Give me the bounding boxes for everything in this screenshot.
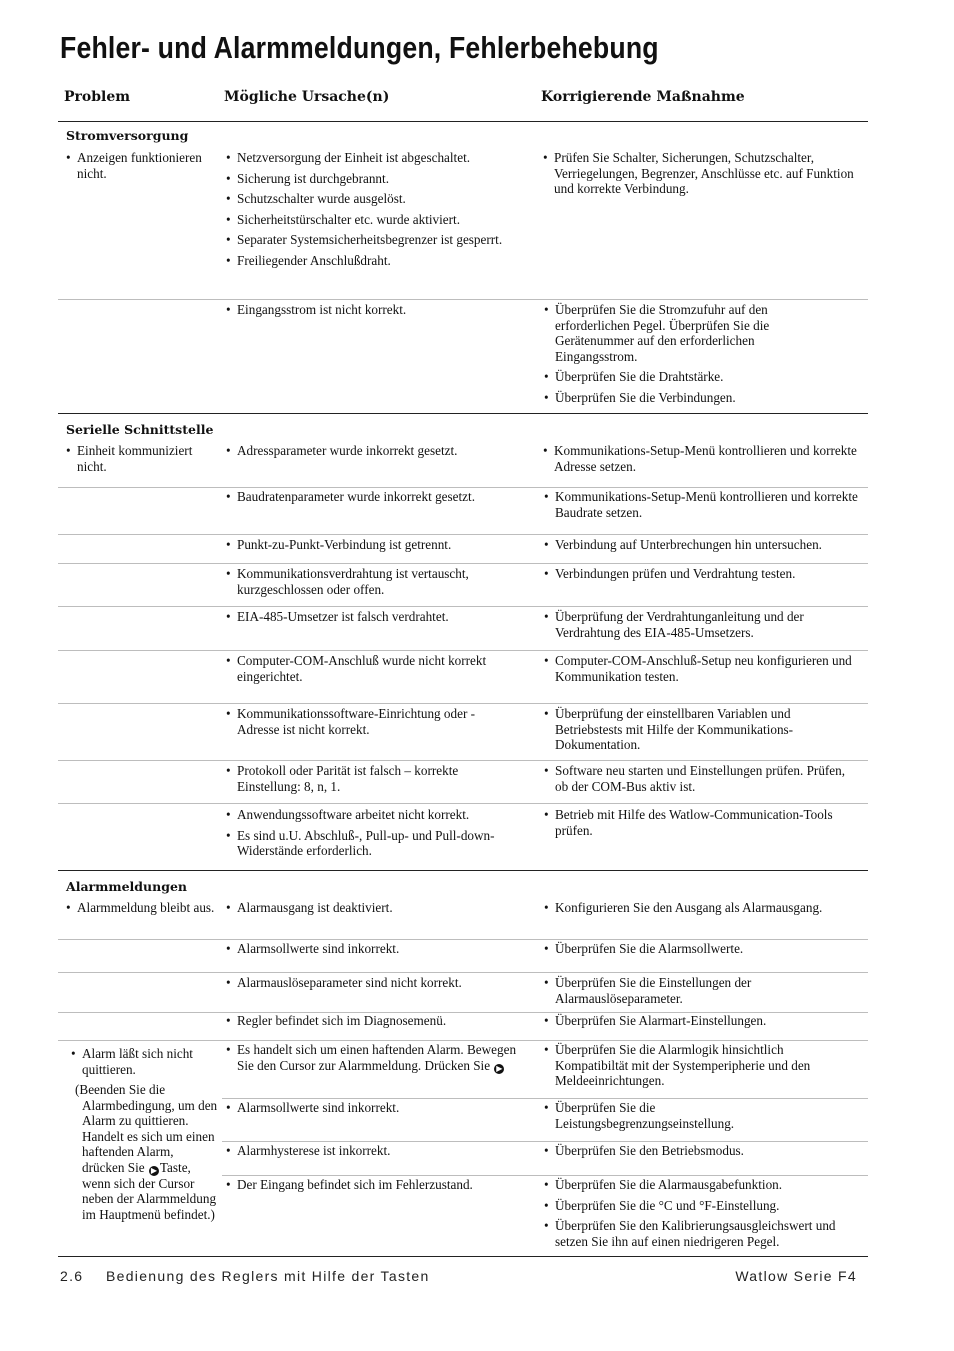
- action-item: • Kommunikations-Setup-Menü kontrollieren und korrekte Baudrate setzen.: [544, 489, 859, 520]
- row-divider: [58, 703, 868, 704]
- row-divider: [58, 650, 868, 651]
- section-title-power: Stromversorgung: [66, 128, 189, 143]
- action-item: • Verbindungen prüfen und Verdrahtung testen.: [544, 566, 859, 582]
- cause-cell: [226, 537, 526, 558]
- cause-item: • Kommunikationssoftware-Einrichtung oder -Adresse ist nicht korrekt.: [226, 706, 516, 737]
- footer-page-number: 2.6: [60, 1268, 84, 1284]
- cause-cell: [226, 975, 526, 996]
- problem-cell: [66, 150, 221, 186]
- row-divider: [58, 1040, 868, 1041]
- action-cell: [544, 900, 869, 921]
- row-divider: [58, 487, 868, 488]
- cause-item: • Baudratenparameter wurde inkorrekt gesetzt.: [226, 489, 526, 505]
- action-item: • Prüfen Sie Schalter, Sicherungen, Schutzschalter, Verriegelungen, Begrenzer, Anschlüsse etc. auf Funktion und korrekte Verbindung.: [543, 150, 863, 197]
- cause-cell: [226, 302, 526, 323]
- column-header-action: Korrigierende Maßnahme: [541, 89, 745, 105]
- action-item: • Konfigurieren Sie den Ausgang als Alarmausgang.: [544, 900, 869, 916]
- cause-item: • Netzversorgung der Einheit ist abgeschaltet.: [226, 150, 526, 166]
- header-rule: [58, 121, 868, 122]
- cause-item: • Punkt-zu-Punkt-Verbindung ist getrennt.: [226, 537, 526, 553]
- action-item: • Betrieb mit Hilfe des Watlow-Communication-Tools prüfen.: [544, 807, 869, 838]
- cause-item: • Regler befindet sich im Diagnosemenü.: [226, 1013, 526, 1029]
- footer-product: Watlow Serie F4: [735, 1268, 857, 1284]
- cause-cell: [226, 1100, 526, 1121]
- cause-cell: [226, 1177, 526, 1198]
- section-title-alarms: Alarmmeldungen: [66, 879, 187, 894]
- action-cell: [544, 807, 869, 843]
- cause-cell: [226, 150, 526, 273]
- action-cell: [544, 302, 834, 410]
- cause-item: • Computer-COM-Anschluß wurde nicht korrekt eingerichtet.: [226, 653, 526, 684]
- cause-item: • Sicherheitstürschalter etc. wurde aktiviert.: [226, 212, 526, 228]
- cause-cell: [226, 443, 526, 464]
- problem-note: (Beenden Sie die Alarmbedingung, um den Alarm zu quittieren. Handelt es sich um einen haftenden Alarm, drücken Sie ▶ Taste, wenn sich der Cursor neben der Alarmmeldung im Hauptmenü befindet.): [75, 1082, 218, 1222]
- action-cell: [544, 1042, 854, 1094]
- row-divider: [58, 939, 868, 940]
- action-cell: [544, 489, 859, 525]
- cause-item: • Eingangsstrom ist nicht korrekt.: [226, 302, 526, 318]
- problem-item: • Anzeigen funktionieren nicht.: [66, 150, 221, 181]
- action-item: • Verbindung auf Unterbrechungen hin untersuchen.: [544, 537, 869, 553]
- row-divider: [222, 1098, 868, 1099]
- cause-item: • Anwendungssoftware arbeitet nicht korrekt.: [226, 807, 531, 823]
- row-divider: [58, 563, 868, 564]
- cause-item: • Der Eingang befindet sich im Fehlerzustand.: [226, 1177, 526, 1193]
- cause-item: • EIA-485-Umsetzer ist falsch verdrahtet.: [226, 609, 526, 625]
- action-cell: [544, 566, 859, 587]
- row-divider: [58, 534, 868, 535]
- cause-cell: [226, 609, 526, 630]
- action-cell: [544, 941, 859, 962]
- section-rule: [58, 413, 868, 414]
- cause-item: • Alarmauslöseparameter sind nicht korrekt.: [226, 975, 526, 991]
- cause-item: • Adressparameter wurde inkorrekt gesetzt.: [226, 443, 526, 459]
- cause-cell: [226, 566, 526, 602]
- action-cell: [544, 609, 859, 645]
- cause-cell: [226, 807, 531, 864]
- cause-item: • Es sind u.U. Abschluß-, Pull-up- und Pull-down-Widerstände erforderlich.: [226, 828, 531, 859]
- action-item: • Überprüfung der einstellbaren Variablen und Betriebstests mit Hilfe der Kommunikations-Dokumentation.: [544, 706, 844, 753]
- row-divider: [58, 760, 868, 761]
- cause-item: • Kommunikationsverdrahtung ist vertauscht, kurzgeschlossen oder offen.: [226, 566, 526, 597]
- page-title: Fehler- und Alarmmeldungen, Fehlerbehebung: [60, 30, 659, 65]
- cause-item: • Alarmhysterese ist inkorrekt.: [226, 1143, 526, 1159]
- cause-item: • Sicherung ist durchgebrannt.: [226, 171, 526, 187]
- action-cell: [544, 1143, 859, 1164]
- cause-item: • Freiliegender Anschlußdraht.: [226, 253, 526, 269]
- table-bottom-rule: [58, 1256, 868, 1257]
- problem-item: • Alarmmeldung bleibt aus.: [66, 900, 216, 916]
- cause-cell: [226, 1042, 526, 1079]
- action-cell: [544, 975, 844, 1011]
- action-item: • Überprüfen Sie die °C und °F-Einstellung.: [544, 1198, 859, 1214]
- row-divider: [58, 972, 868, 973]
- action-item: • Überprüfen Sie die Alarmlogik hinsichtlich Kompatibiltät mit der Systemperipherie und den Meldeeinrichtungen.: [544, 1042, 854, 1089]
- cause-cell: [226, 1013, 526, 1034]
- action-cell: [543, 443, 858, 479]
- problem-item: • Einheit kommuniziert nicht.: [66, 443, 221, 474]
- column-header-problem: Problem: [64, 89, 131, 105]
- cause-cell: [226, 653, 526, 689]
- action-item: • Überprüfung der Verdrahtunganleitung und der Verdrahtung des EIA-485-Umsetzers.: [544, 609, 859, 640]
- row-divider: [58, 803, 868, 804]
- row-divider: [58, 606, 868, 607]
- action-cell: [543, 150, 863, 202]
- row-divider: [222, 1175, 868, 1176]
- cause-item: • Protokoll oder Parität ist falsch – korrekte Einstellung: 8, n, 1.: [226, 763, 516, 794]
- cause-item: • Alarmsollwerte sind inkorrekt.: [226, 941, 526, 957]
- action-item: • Überprüfen Sie Alarmart-Einstellungen.: [544, 1013, 859, 1029]
- action-item: • Überprüfen Sie die Einstellungen der Alarmauslöseparameter.: [544, 975, 844, 1006]
- cause-cell: [226, 706, 516, 742]
- action-cell: [544, 763, 854, 799]
- problem-cell: [71, 1046, 219, 1222]
- section-rule: [58, 870, 868, 871]
- cause-cell: [226, 763, 516, 799]
- action-item: • Überprüfen Sie die Drahtstärke.: [544, 369, 834, 385]
- cause-item: • Alarmausgang ist deaktiviert.: [226, 900, 526, 916]
- cause-item: • Es handelt sich um einen haftenden Alarm. Bewegen Sie den Cursor zur Alarmmeldung. Drücken Sie ▶: [226, 1042, 526, 1074]
- action-item: • Überprüfen Sie die Verbindungen.: [544, 390, 834, 406]
- problem-cell: [66, 443, 221, 479]
- problem-cell: [66, 900, 216, 921]
- action-item: • Überprüfen Sie die Alarmsollwerte.: [544, 941, 859, 957]
- section-title-serial: Serielle Schnittstelle: [66, 422, 214, 437]
- action-cell: [544, 537, 869, 558]
- action-item: • Überprüfen Sie die Alarmausgabefunktion.: [544, 1177, 859, 1193]
- action-cell: [544, 1100, 804, 1136]
- cause-cell: [226, 489, 526, 510]
- action-cell: [544, 1013, 859, 1034]
- cause-cell: [226, 941, 526, 962]
- action-item: • Überprüfen Sie den Kalibrierungsausgleichswert und setzen Sie ihn auf einen niedrigeren Pegel.: [544, 1218, 859, 1249]
- action-cell: [544, 706, 844, 758]
- action-item: • Kommunikations-Setup-Menü kontrollieren und korrekte Adresse setzen.: [543, 443, 858, 474]
- action-cell: [544, 1177, 859, 1254]
- action-item: • Software neu starten und Einstellungen prüfen. Prüfen, ob der COM-Bus aktiv ist.: [544, 763, 854, 794]
- column-header-cause: Mögliche Ursache(n): [224, 89, 390, 105]
- right-arrow-key-icon: ▶: [496, 1063, 503, 1073]
- row-divider: [58, 299, 868, 300]
- problem-item: • Alarm läßt sich nicht quittieren.: [71, 1046, 219, 1077]
- action-item: • Überprüfen Sie die Stromzufuhr auf den erforderlichen Pegel. Überprüfen Sie die Gerätenummer auf den erforderlichen Eingangsstrom.: [544, 302, 834, 364]
- row-divider: [222, 1141, 868, 1142]
- cause-item: • Alarmsollwerte sind inkorrekt.: [226, 1100, 526, 1116]
- cause-item: • Separater Systemsicherheitsbegrenzer ist gesperrt.: [226, 232, 526, 248]
- action-item: • Computer-COM-Anschluß-Setup neu konfigurieren und Kommunikation testen.: [544, 653, 864, 684]
- footer-section-title: Bedienung des Reglers mit Hilfe der Tasten: [106, 1268, 430, 1284]
- cause-item: • Schutzschalter wurde ausgelöst.: [226, 191, 526, 207]
- action-item: • Überprüfen Sie den Betriebsmodus.: [544, 1143, 859, 1159]
- action-item: • Überprüfen Sie die Leistungsbegrenzungseinstellung.: [544, 1100, 804, 1131]
- right-arrow-key-icon: ▶: [150, 1165, 157, 1175]
- cause-cell: [226, 900, 526, 921]
- cause-cell: [226, 1143, 526, 1164]
- action-cell: [544, 653, 864, 689]
